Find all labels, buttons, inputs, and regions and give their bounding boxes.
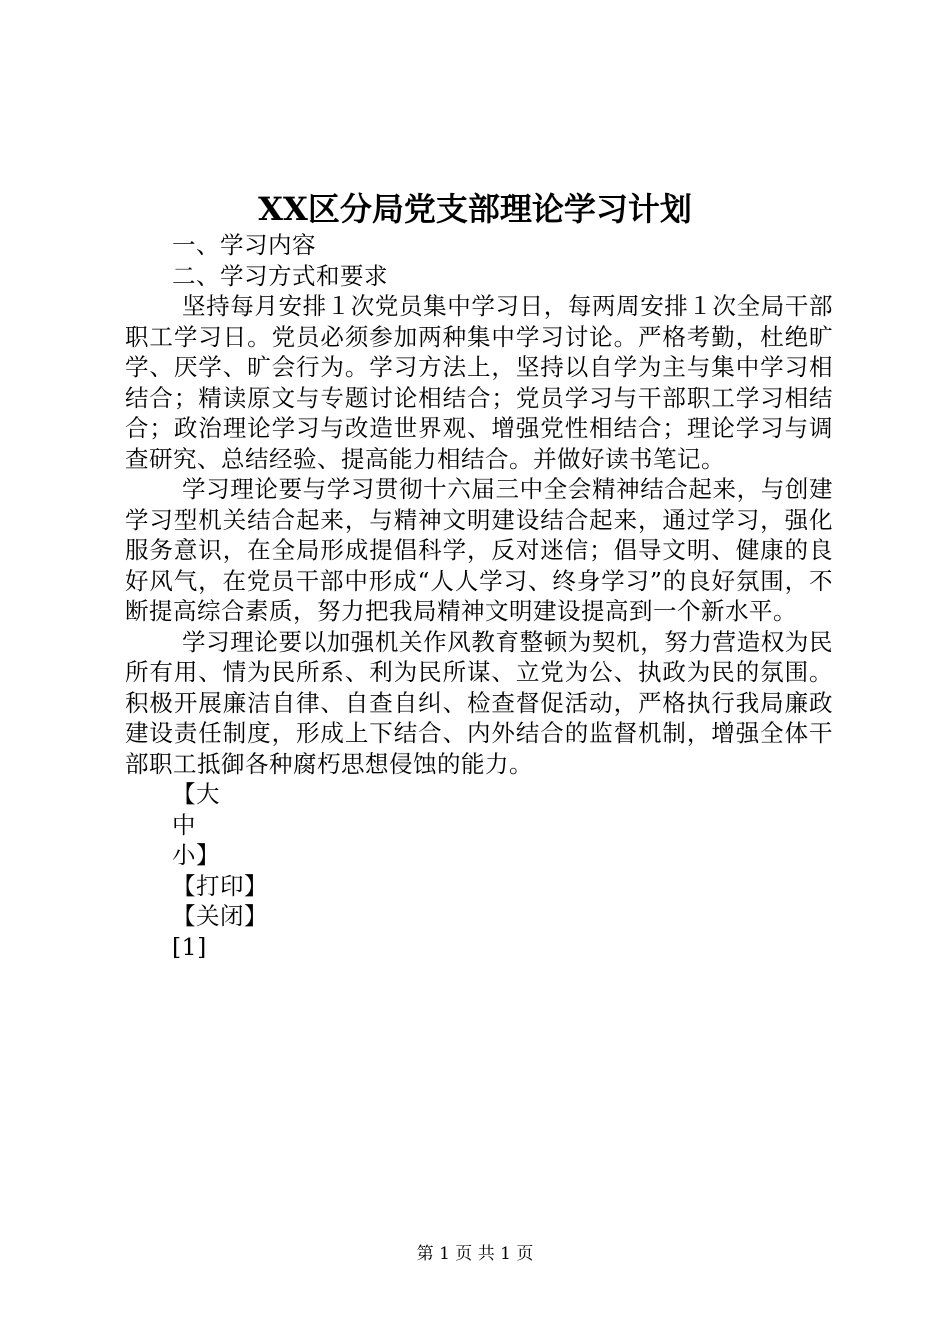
body-paragraph: 学习理论要与学习贯彻十六届三中全会精神结合起来，与创建学习型机关结合起来，与精神文明建设结合起来，通过学习，强化服务意识，在全局形成提倡科学，反对迷信；倡导文明、健康的良好风气，在党员干部中形成“人人学习、终身学习”的良好氛围，不断提高综合素质，努力把我局精神文明建设提高到一个新水平。 (125, 475, 833, 625)
document-title: XX区分局党支部理论学习计划 (258, 190, 692, 228)
page-link[interactable]: [1] (172, 932, 207, 961)
section-heading-method: 二、学习方式和要求 (172, 261, 388, 290)
page-footer: 第 1 页 共 1 页 (416, 1244, 534, 1264)
font-size-small-link[interactable]: 小】 (172, 841, 220, 869)
close-link[interactable]: 【关闭】 (172, 902, 268, 930)
body-paragraph: 坚持每月安排１次党员集中学习日，每两周安排１次全局干部职工学习日。党员必须参加两种集中学习讨论。严格考勤，杜绝旷学、厌学、旷会行为。学习方法上，坚持以自学为主与集中学习相结合；精读原文与专题讨论相结合；党员学习与干部职工学习相结合；政治理论学习与改造世界观、增强党性相结合；理论学习与调查研究、总结经验、提高能力相结合。并做好读书笔记。 (125, 292, 833, 473)
font-size-medium-link[interactable]: 中 (172, 810, 196, 839)
font-size-large-link[interactable]: 【大 (172, 780, 220, 808)
section-heading-content: 一、学习内容 (172, 231, 316, 259)
body-paragraph: 学习理论要以加强机关作风教育整顿为契机，努力营造权为民所有用、情为民所系、利为民所谋、立党为公、执政为民的氛围。积极开展廉洁自律、自查自纠、检查督促活动，严格执行我局廉政建设责任制度，形成上下结合、内外结合的监督机制，增强全体干部职工抵御各种腐朽思想侵蚀的能力。 (125, 627, 833, 778)
print-link[interactable]: 【打印】 (172, 871, 268, 900)
document-body (125, 230, 833, 962)
